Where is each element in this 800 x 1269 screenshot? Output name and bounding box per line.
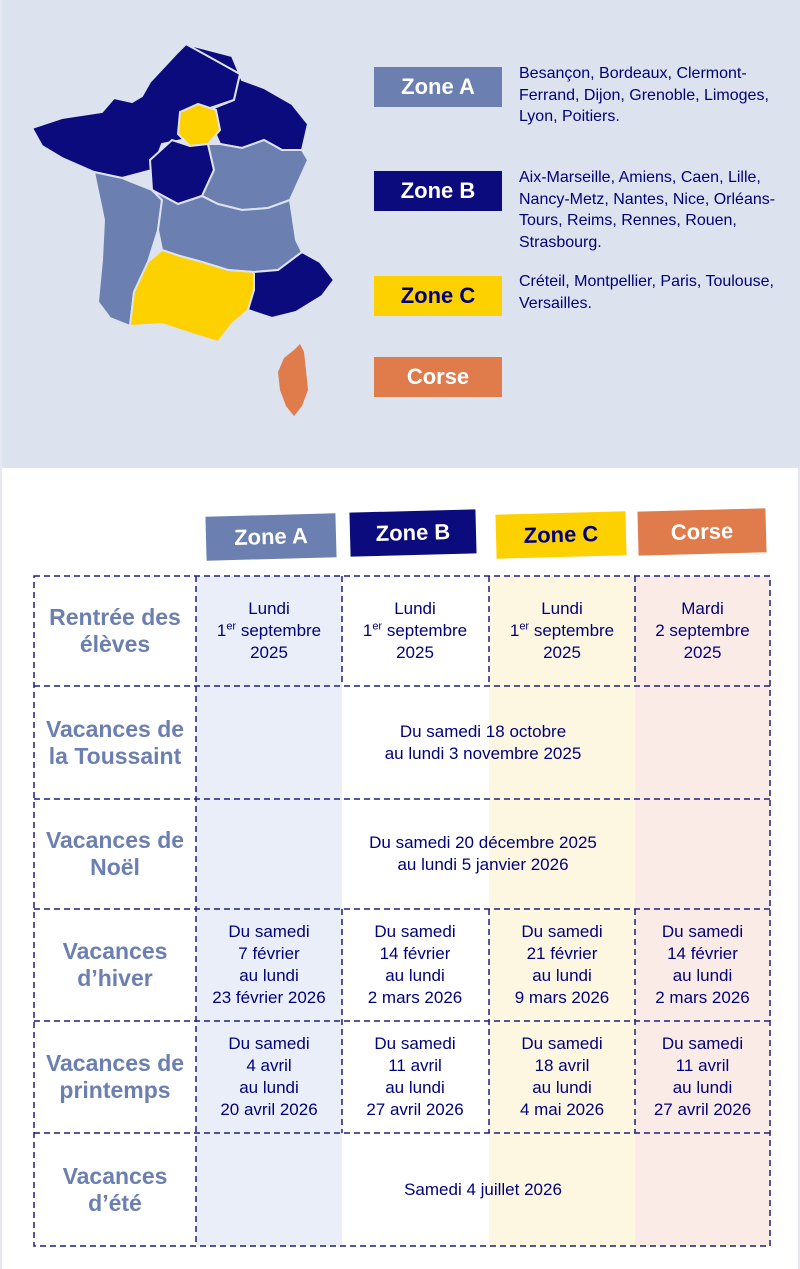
toussaint-all-zones: Du samedi 18 octobre au lundi 3 novembre 2025	[384, 721, 582, 763]
header-zone-b: Zone B	[349, 509, 476, 556]
map-region-zone-c-paris	[178, 104, 220, 146]
zones-map-section	[0, 0, 800, 468]
rentree-corse: Mardi 2 septembre 2025	[655, 599, 750, 662]
legend-zone-c-cities: Créteil, Montpellier, Paris, Toulouse, Versailles.	[519, 273, 774, 312]
row-label-hiver: Vacances d’hiver	[62, 938, 168, 991]
map-region-corse	[278, 344, 308, 416]
rentree-zone-b: Lundi 1er septembre 2025	[362, 599, 468, 662]
hiver-zone-a: Du samedi 7 février au lundi 23 février 2026	[212, 922, 326, 1007]
printemps-zone-c: Du samedi 18 avril au lundi 4 mai 2026	[519, 1034, 605, 1119]
printemps-zone-a: Du samedi 4 avril au lundi 20 avril 2026	[220, 1034, 318, 1119]
noel-all-zones: Du samedi 20 décembre 2025 au lundi 5 janvier 2026	[369, 833, 597, 874]
legend-zone-a-cities: Besançon, Bordeaux, Clermont-Ferrand, Dijon, Grenoble, Limoges, Lyon, Poitiers.	[519, 65, 769, 125]
row-label-printemps: Vacances de printemps	[45, 1050, 185, 1103]
row-label-rentree: Rentrée des élèves	[49, 604, 181, 657]
row-label-noel: Vacances de Noël	[45, 827, 185, 880]
hiver-corse: Du samedi 14 février au lundi 2 mars 2026	[655, 922, 750, 1007]
header-corse: Corse	[637, 508, 766, 555]
header-zone-a: Zone A	[205, 513, 336, 560]
legend-zone-a-badge: Zone A	[374, 67, 502, 107]
rentree-zone-c: Lundi 1er septembre 2025	[509, 599, 615, 662]
france-zones-map	[2, 0, 342, 468]
ete-all-zones: Samedi 4 juillet 2026	[404, 1179, 562, 1199]
printemps-zone-b: Du samedi 11 avril au lundi 27 avril 2026	[366, 1034, 464, 1119]
hiver-zone-b: Du samedi 14 février au lundi 2 mars 2026	[367, 922, 463, 1007]
legend-zone-b-badge: Zone B	[374, 171, 502, 211]
legend-zone-c-badge: Zone C	[374, 276, 502, 316]
header-zone-c: Zone C	[495, 511, 626, 558]
row-label-ete: Vacances d’été	[62, 1162, 168, 1216]
rentree-zone-a: Lundi 1er septembre 2025	[216, 599, 322, 662]
map-region-zone-a-east	[202, 140, 308, 210]
legend-zone-b-cities: Aix-Marseille, Amiens, Caen, Lille, Nancy-Metz, Nantes, Nice, Orléans-Tours, Reims, Rennes, Rouen, Strasbourg.	[519, 169, 776, 251]
row-label-toussaint: Vacances de la Toussaint	[45, 715, 185, 769]
legend-corse-badge: Corse	[374, 357, 502, 397]
hiver-zone-c: Du samedi 21 février au lundi 9 mars 2026	[514, 922, 610, 1007]
printemps-corse: Du samedi 11 avril au lundi 27 avril 2026	[653, 1034, 752, 1119]
